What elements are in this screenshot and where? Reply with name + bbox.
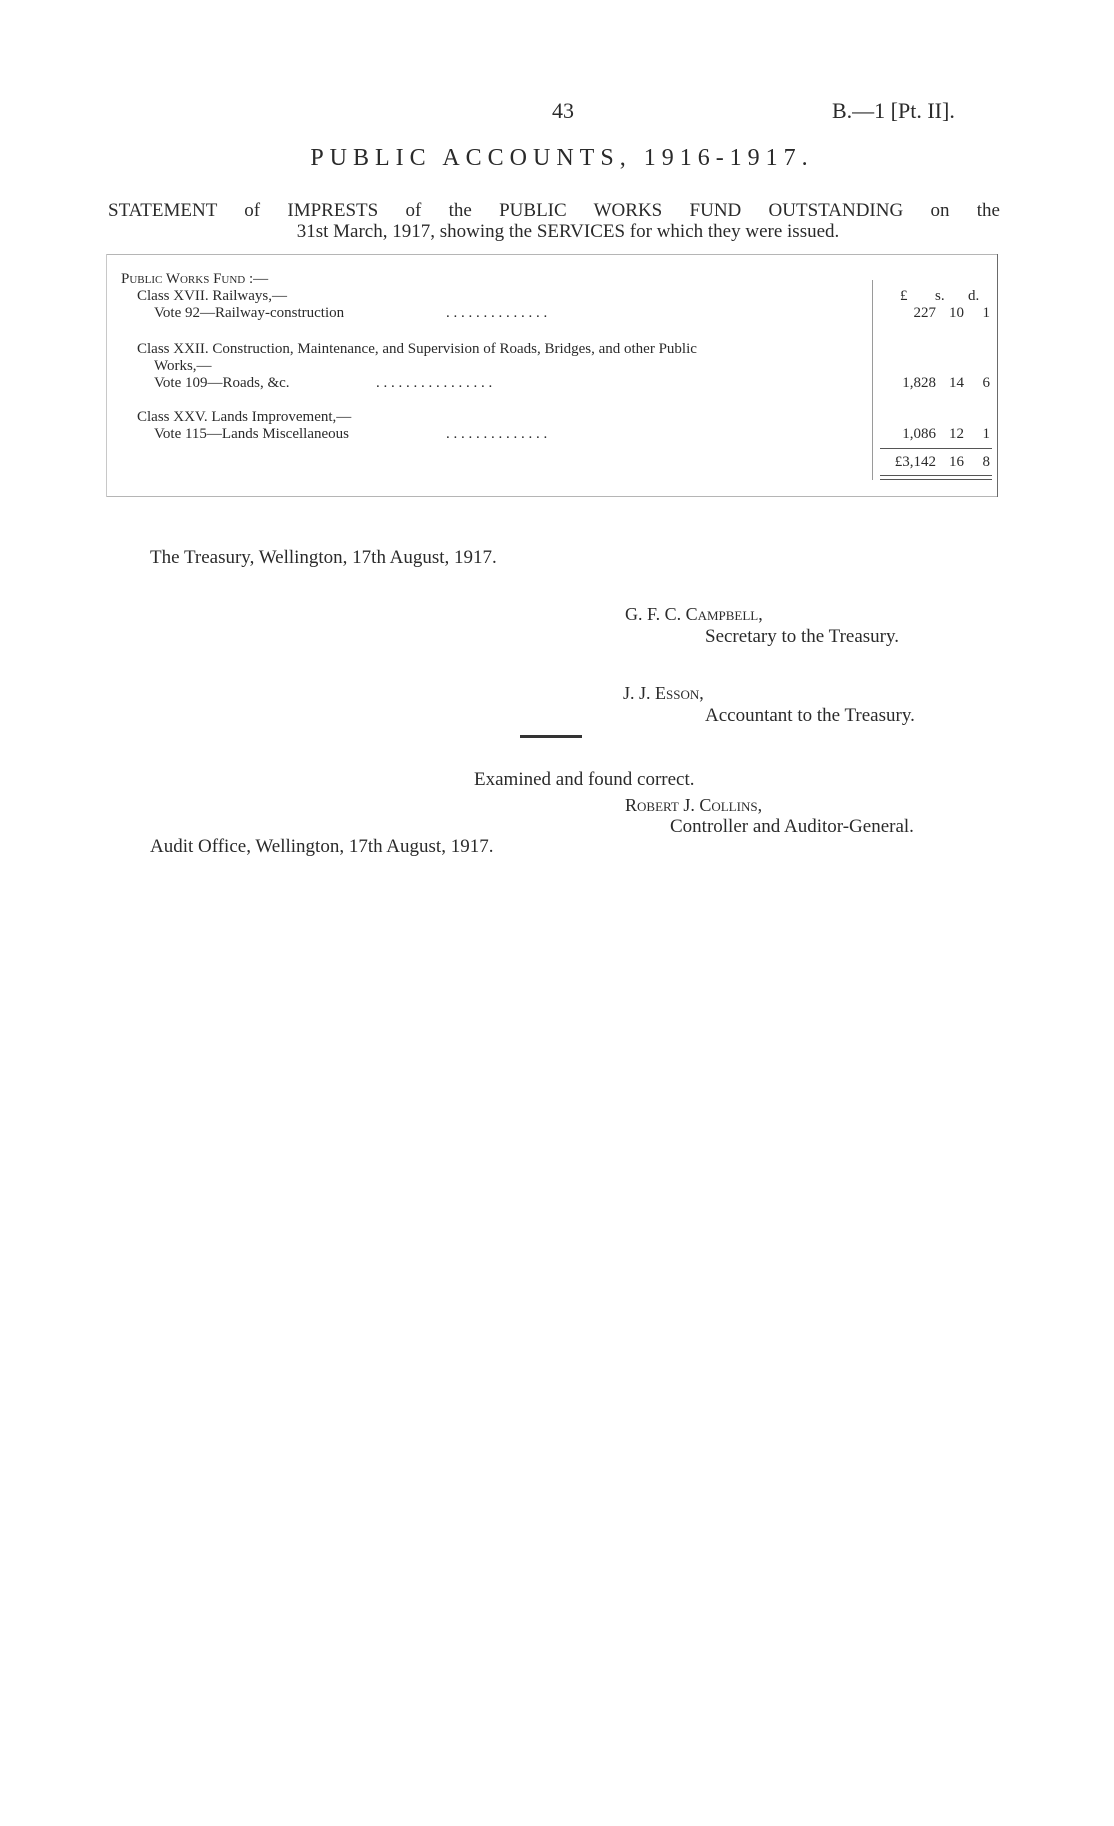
total-double-rule-bottom [880, 479, 992, 480]
vote-109-label: Vote 109—Roads, &c. [154, 375, 290, 391]
vote-115-label: Vote 115—Lands Miscellaneous [154, 426, 349, 442]
pence-header: d. [968, 288, 980, 304]
vote-109-pounds: 1,828 [902, 375, 936, 391]
vote-92-pence: 1 [982, 305, 990, 321]
class-xxv-label: Class XXV. Lands Improvement,— [137, 409, 352, 425]
vote-92-label: Vote 92—Railway-construction [154, 305, 345, 321]
imprests-table [106, 254, 998, 497]
fund-heading: Public Works Fund :— [121, 271, 269, 287]
signatory-campbell-title: Secretary to the Treasury. [705, 626, 899, 647]
dot-leader: . . . . . . . . . . . . . . . . [376, 375, 493, 391]
vote-92-shillings: 10 [949, 305, 964, 321]
signatory-esson-name: J. J. Esson, [623, 683, 704, 703]
page-number: 43 [552, 98, 574, 123]
class-xvii-label: Class XVII. Railways,— [137, 288, 287, 304]
audit-office-date-line: Audit Office, Wellington, 17th August, 1917. [150, 836, 494, 857]
statement-subtitle-line2: 31st March, 1917, showing the SERVICES for which they were issued. [296, 221, 840, 242]
section-separator [520, 735, 582, 738]
signatory-campbell-name: G. F. C. Campbell, [625, 604, 763, 624]
vote-115-shillings: 12 [949, 426, 964, 442]
class-xxii-label-continued: Works,— [154, 358, 212, 374]
vote-109-shillings: 14 [949, 375, 964, 391]
document-reference: B.—1 [Pt. II]. [832, 98, 955, 123]
total-shillings: 16 [949, 454, 964, 470]
shillings-header: s. [935, 288, 945, 304]
total-pence: 8 [982, 454, 990, 470]
treasury-date-line: The Treasury, Wellington, 17th August, 1917. [150, 547, 497, 568]
examined-statement: Examined and found correct. [474, 769, 695, 790]
vote-115-pounds: 1,086 [902, 426, 936, 442]
vote-115-pence: 1 [982, 426, 990, 442]
signatory-collins-title: Controller and Auditor-General. [670, 816, 914, 837]
vote-109-pence: 6 [982, 375, 990, 391]
page-title: PUBLIC ACCOUNTS, 1916-1917. [310, 145, 814, 171]
table-bottom-rule [106, 496, 998, 497]
vote-92-pounds: 227 [913, 305, 936, 321]
dot-leader: . . . . . . . . . . . . . . [446, 305, 548, 321]
signatory-collins-name: Robert J. Collins, [625, 795, 763, 815]
table-left-rule [106, 254, 107, 497]
total-pounds: £3,142 [894, 454, 936, 470]
table-right-rule [997, 254, 998, 497]
amount-column-divider [872, 280, 873, 480]
signatory-esson-title: Accountant to the Treasury. [705, 705, 915, 726]
dot-leader: . . . . . . . . . . . . . . [446, 426, 548, 442]
total-double-rule-top [880, 475, 992, 476]
class-xxii-label: Class XXII. Construction, Maintenance, and Supervision of Roads, Bridges, and other Public [137, 341, 697, 357]
subtotal-rule [880, 448, 992, 449]
statement-subtitle-line1: STATEMENT of IMPRESTS of the PUBLIC WORKS FUND OUTSTANDING on the [108, 200, 1000, 221]
table-top-rule [106, 254, 998, 255]
pounds-header: £ [900, 288, 908, 304]
